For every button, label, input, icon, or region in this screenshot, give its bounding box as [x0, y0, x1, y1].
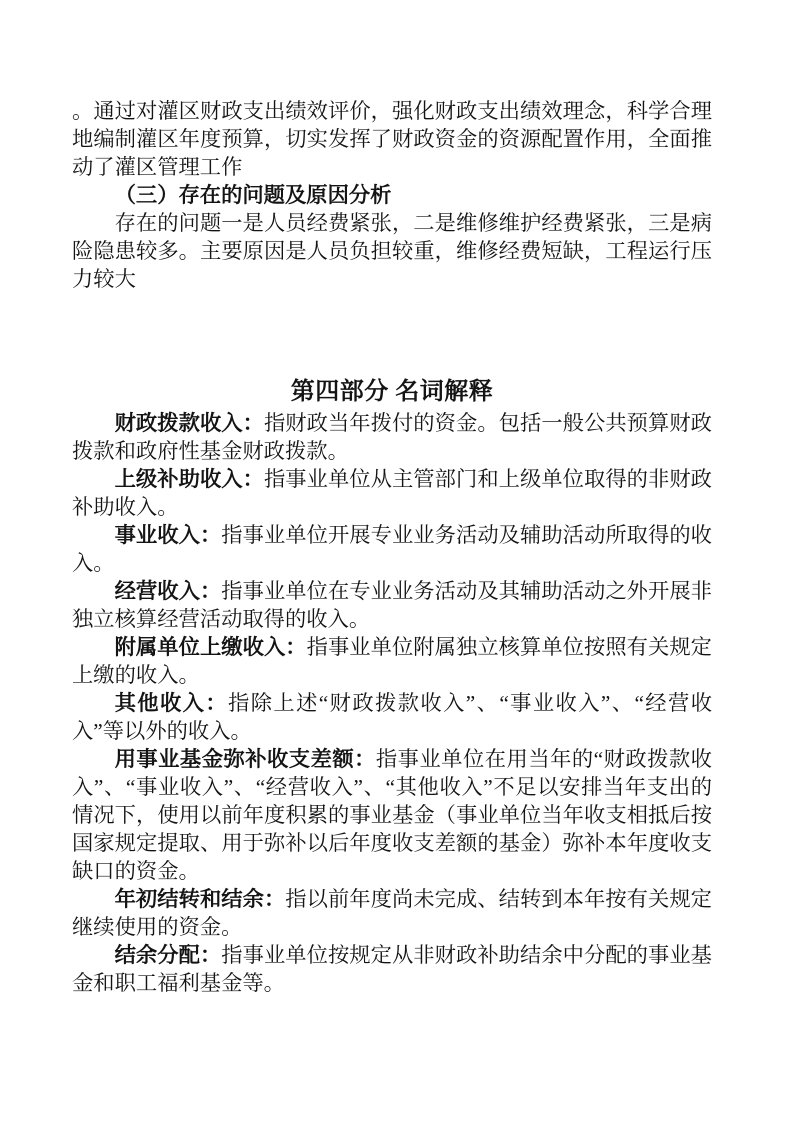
glossary-definition: 指事业单位按规定从非财政补助结余中分配的事业基金和职工福利基金等。 — [72, 943, 712, 995]
glossary-entry — [72, 465, 712, 521]
glossary-entry — [72, 689, 712, 745]
problem-section-body: 存在的问题一是人员经费紧张，二是维修维护经费紧张，三是病险隐患较多。主要原因是人员负担较重，维修经费短缺，工程运行压力较大 — [72, 211, 712, 291]
section-title: 第四部分 名词解释 — [290, 379, 494, 405]
glossary-term: 事业收入： — [114, 523, 222, 547]
content-area — [72, 97, 712, 997]
glossary-term: 上级补助收入： — [114, 467, 264, 491]
glossary-term: 其他收入： — [114, 691, 229, 715]
glossary-entry — [72, 521, 712, 577]
glossary-definition: 指除上述“财政拨款收入”、“事业收入”、“经营收入”等以外的收入。 — [72, 691, 712, 743]
glossary-term: 财政拨款收入： — [114, 411, 264, 435]
glossary-entry — [72, 577, 712, 633]
glossary-entry — [72, 409, 712, 465]
glossary-term: 年初结转和结余： — [114, 887, 286, 911]
glossary-term: 附属单位上缴收入： — [114, 635, 307, 659]
continuation-paragraph: 。通过对灌区财政支出绩效评价，强化财政支出绩效理念，科学合理地编制灌区年度预算，切实发挥了财政资金的资源配置作用，全面推动了灌区管理工作 — [72, 99, 712, 179]
glossary-definition: 指事业单位开展专业业务活动及辅助活动所取得的收入。 — [72, 523, 712, 575]
glossary-definition: 指事业单位附属独立核算单位按照有关规定上缴的收入。 — [72, 635, 712, 687]
glossary-entry — [72, 941, 712, 997]
glossary-definition: 指事业单位从主管部门和上级单位取得的非财政补助收入。 — [72, 467, 712, 519]
glossary-term: 结余分配： — [114, 943, 222, 967]
glossary-term: 用事业基金弥补收支差额： — [114, 747, 376, 771]
problem-section-heading: （三）存在的问题及原因分析 — [114, 183, 392, 207]
glossary-definition: 指事业单位在用当年的“财政拨款收入”、“事业收入”、“经营收入”、“其他收入”不足以安排当年支出的情况下，使用以前年度积累的事业基金（事业单位当年收支相抵后按国家规定提取、用于弥补以后年度收支差额的基金）弥补本年度收支缺口的资金。 — [72, 747, 712, 883]
glossary-definition: 指事业单位在专业业务活动及其辅助活动之外开展非独立核算经营活动取得的收入。 — [72, 579, 712, 631]
glossary-entry — [72, 885, 712, 941]
glossary-definition: 指财政当年拨付的资金。包括一般公共预算财政拨款和政府性基金财政拨款。 — [72, 411, 712, 463]
glossary-entry — [72, 633, 712, 689]
glossary-definition: 指以前年度尚未完成、结转到本年按有关规定继续使用的资金。 — [72, 887, 712, 939]
glossary-term: 经营收入： — [114, 579, 222, 603]
glossary-entry — [72, 745, 712, 885]
